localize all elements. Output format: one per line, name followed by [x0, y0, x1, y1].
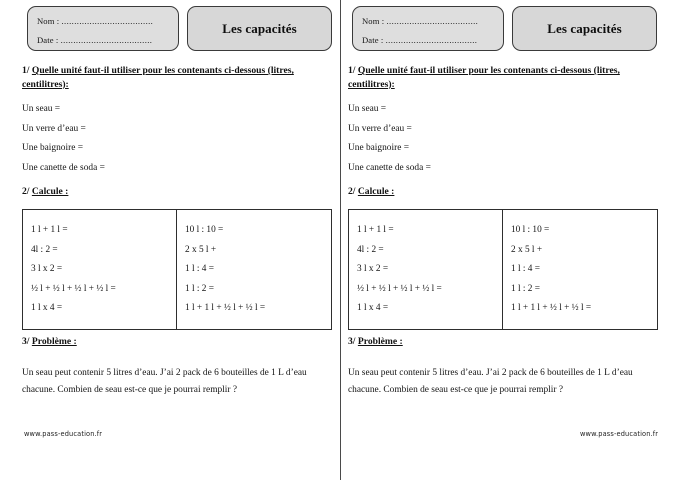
date-input-dots[interactable]: ....................................	[60, 35, 153, 45]
exercise-3-heading	[22, 336, 334, 347]
exercise-2-heading	[22, 185, 332, 199]
worksheet-title-box	[512, 6, 657, 51]
calc-item[interactable]: 1 l x 4 =	[357, 303, 389, 313]
exercise-2-column-left	[23, 210, 177, 329]
student-identity-box[interactable]	[352, 6, 504, 51]
exercise-1-heading	[348, 64, 658, 91]
exercise-1-number: 1/	[348, 65, 356, 76]
footer-url[interactable]: www.pass-education.fr	[24, 430, 103, 438]
worksheet-copy-right	[340, 0, 680, 480]
list-item[interactable]: Un verre d’eau =	[348, 123, 412, 134]
calc-item[interactable]: 10 l : 10 =	[511, 225, 550, 235]
worksheet-body	[22, 64, 332, 201]
exercise-3-title: Problème :	[357, 336, 403, 347]
exercise-2-column-left	[349, 210, 503, 329]
date-label: Date :	[37, 35, 59, 45]
list-item[interactable]: Un seau =	[348, 104, 387, 114]
name-label: Nom :	[37, 16, 60, 26]
calc-item[interactable]: 3 l x 2 =	[357, 264, 389, 274]
list-item[interactable]: Une baignoire =	[348, 143, 409, 153]
calc-item[interactable]: ½ l + ½ l + ½ l + ½ l =	[31, 283, 116, 294]
calc-item[interactable]: 1 l + 1 l + ½ l + ½ l =	[185, 303, 266, 313]
exercise-1-title: Quelle unité faut-il utiliser pour les contenants ci-dessous (litres, centilitres):	[348, 65, 620, 90]
exercise-2-table	[22, 209, 332, 330]
list-item[interactable]: Une baignoire =	[22, 143, 83, 153]
calc-item[interactable]: 1 l : 4 =	[185, 264, 215, 274]
calc-item[interactable]: 4l : 2 =	[357, 244, 384, 255]
calc-item[interactable]: 2 x 5 l +	[511, 244, 543, 255]
exercise-2-number: 2/	[348, 186, 356, 197]
date-label: Date :	[362, 35, 384, 45]
footer-url[interactable]: www.pass-education.fr	[580, 430, 659, 438]
date-input-dots[interactable]: ....................................	[385, 35, 478, 45]
page-center-divider	[340, 0, 341, 480]
worksheet-title-box	[187, 6, 332, 51]
exercise-2-title: Calcule :	[31, 186, 69, 197]
exercise-3-text: Un seau peut contenir 5 litres d’eau. J’ai 2 pack de 6 bouteilles de 1 L d’eau chacune. Combien de seau est-ce que je pourrai remplir ?	[348, 368, 633, 395]
exercise-1-title: Quelle unité faut-il utiliser pour les contenants ci-dessous (litres, centilitres):	[22, 65, 294, 90]
list-item[interactable]: Un seau =	[22, 104, 61, 114]
date-field-row[interactable]	[37, 31, 169, 50]
name-input-dots[interactable]: ....................................	[61, 16, 154, 26]
exercise-3-section	[22, 336, 334, 398]
list-item[interactable]: Une canette de soda =	[348, 162, 431, 173]
exercise-1-number: 1/	[22, 65, 30, 76]
calc-item[interactable]: 10 l : 10 =	[185, 225, 224, 235]
student-identity-box[interactable]	[27, 6, 179, 51]
exercise-1-heading	[22, 64, 332, 91]
calc-item[interactable]: 2 x 5 l +	[185, 244, 217, 255]
exercise-2-column-right	[503, 210, 657, 329]
name-label: Nom :	[362, 16, 385, 26]
exercise-3-number: 3/	[22, 336, 30, 347]
exercise-3-number: 3/	[348, 336, 356, 347]
list-item[interactable]: Une canette de soda =	[22, 162, 105, 173]
name-input-dots[interactable]: ....................................	[386, 16, 479, 26]
worksheet-header	[352, 6, 657, 51]
worksheet-header	[27, 6, 332, 51]
exercise-3-section	[348, 336, 660, 398]
calc-item[interactable]: 4l : 2 =	[31, 244, 58, 255]
calc-item[interactable]: 1 l : 4 =	[511, 264, 541, 274]
exercise-2-number: 2/	[22, 186, 30, 197]
exercise-2-title: Calcule :	[357, 186, 395, 197]
calc-item[interactable]: 1 l x 4 =	[31, 303, 63, 313]
exercise-3-title: Problème :	[31, 336, 77, 347]
exercise-2-heading	[348, 185, 658, 199]
exercise-3-text: Un seau peut contenir 5 litres d’eau. J’ai 2 pack de 6 bouteilles de 1 L d’eau chacune. Combien de seau est-ce que je pourrai remplir ?	[22, 368, 307, 395]
page-title: Les capacités	[547, 20, 622, 36]
exercise-2-table	[348, 209, 658, 330]
calc-item[interactable]: 1 l + 1 l + ½ l + ½ l =	[511, 303, 592, 313]
worksheet-body	[348, 64, 658, 201]
page-title: Les capacités	[222, 20, 297, 36]
calc-item[interactable]: 1 l : 2 =	[185, 283, 215, 294]
calc-item[interactable]: 1 l + 1 l =	[31, 225, 68, 235]
calc-item[interactable]: 1 l : 2 =	[511, 283, 541, 294]
exercise-1-items	[348, 100, 658, 178]
exercise-1-items	[22, 100, 332, 178]
list-item[interactable]: Un verre d’eau =	[22, 123, 86, 134]
calc-item[interactable]: 1 l + 1 l =	[357, 225, 394, 235]
name-field-row[interactable]	[362, 12, 494, 31]
calc-item[interactable]: 3 l x 2 =	[31, 264, 63, 274]
exercise-2-column-right	[177, 210, 331, 329]
exercise-3-heading	[348, 336, 660, 347]
date-field-row[interactable]	[362, 31, 494, 50]
calc-item[interactable]: ½ l + ½ l + ½ l + ½ l =	[357, 283, 442, 294]
name-field-row[interactable]	[37, 12, 169, 31]
